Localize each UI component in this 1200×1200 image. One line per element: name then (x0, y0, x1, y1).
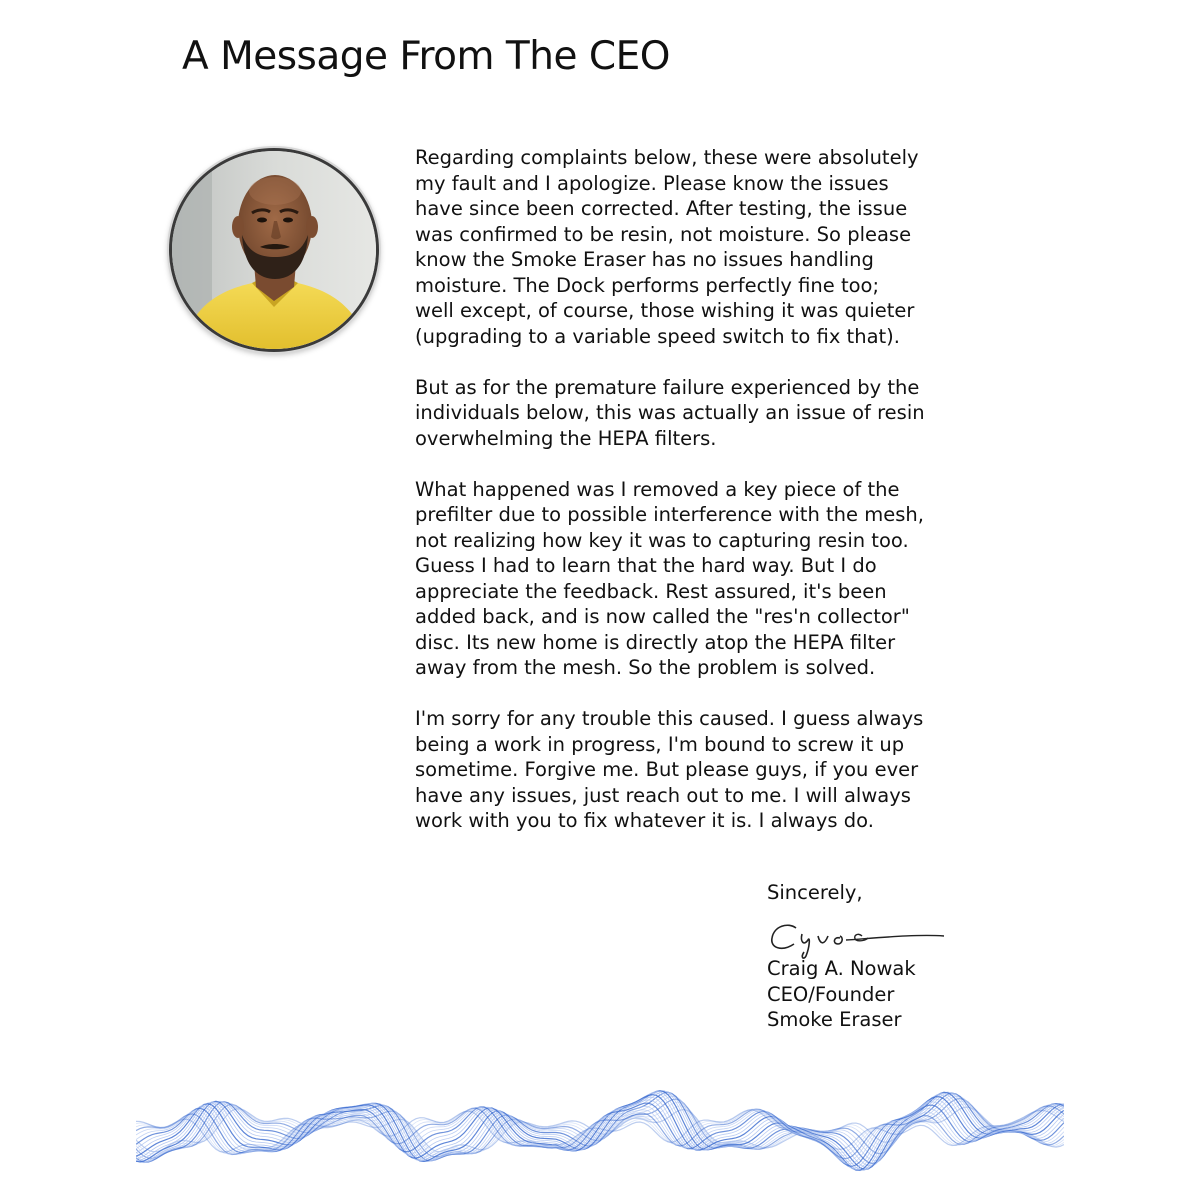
letter-paragraph: Regarding complaints below, these were absolutely my fault and I apologize. Please know the issues have since been corrected. After testing, the issue was confirmed to be resin, not moisture. So please know the Smoke Eraser has no issues handling moisture. The Dock performs perfectly fine too; well except, of course, those wishing it was quieter (upgrading to a variable speed switch to fix that). (415, 146, 919, 348)
page-title: A Message From The CEO (182, 34, 670, 79)
decorative-sound-wave (136, 1068, 1064, 1192)
letter-paragraph: But as for the premature failure experienced by the individuals below, this was actually an issue of resin overwhelming the HEPA filters. (415, 375, 925, 450)
letter-paragraph: What happened was I removed a key piece of the prefilter due to possible interference with the mesh, not realizing how key it was to capturing resin too. Guess I had to learn that the hard way. But I do appreciate the feedback. Rest assured, it's been added back, and is now called the "res'n collector" disc. Its new home is directly atop the HEPA filter away from the mesh. So the problem is solved. (415, 477, 924, 679)
letter-paragraph: I'm sorry for any trouble this caused. I guess always being a work in progress, I'm bound to screw it up sometime. Forgive me. But please guys, if you ever have any issues, just reach out to me. I will always work with you to fix whatever it is. I always do. (415, 707, 924, 832)
ceo-portrait (172, 151, 376, 349)
signer-block (767, 956, 916, 1033)
signer-name: Craig A. Nowak (767, 957, 916, 980)
signer-role: CEO/Founder (767, 982, 895, 1006)
ceo-portrait-image (172, 151, 376, 349)
signer-company: Smoke Eraser (767, 1008, 902, 1031)
letter-body (415, 145, 1035, 859)
closing-salutation: Sincerely, (767, 881, 863, 904)
handwritten-signature (766, 912, 948, 960)
